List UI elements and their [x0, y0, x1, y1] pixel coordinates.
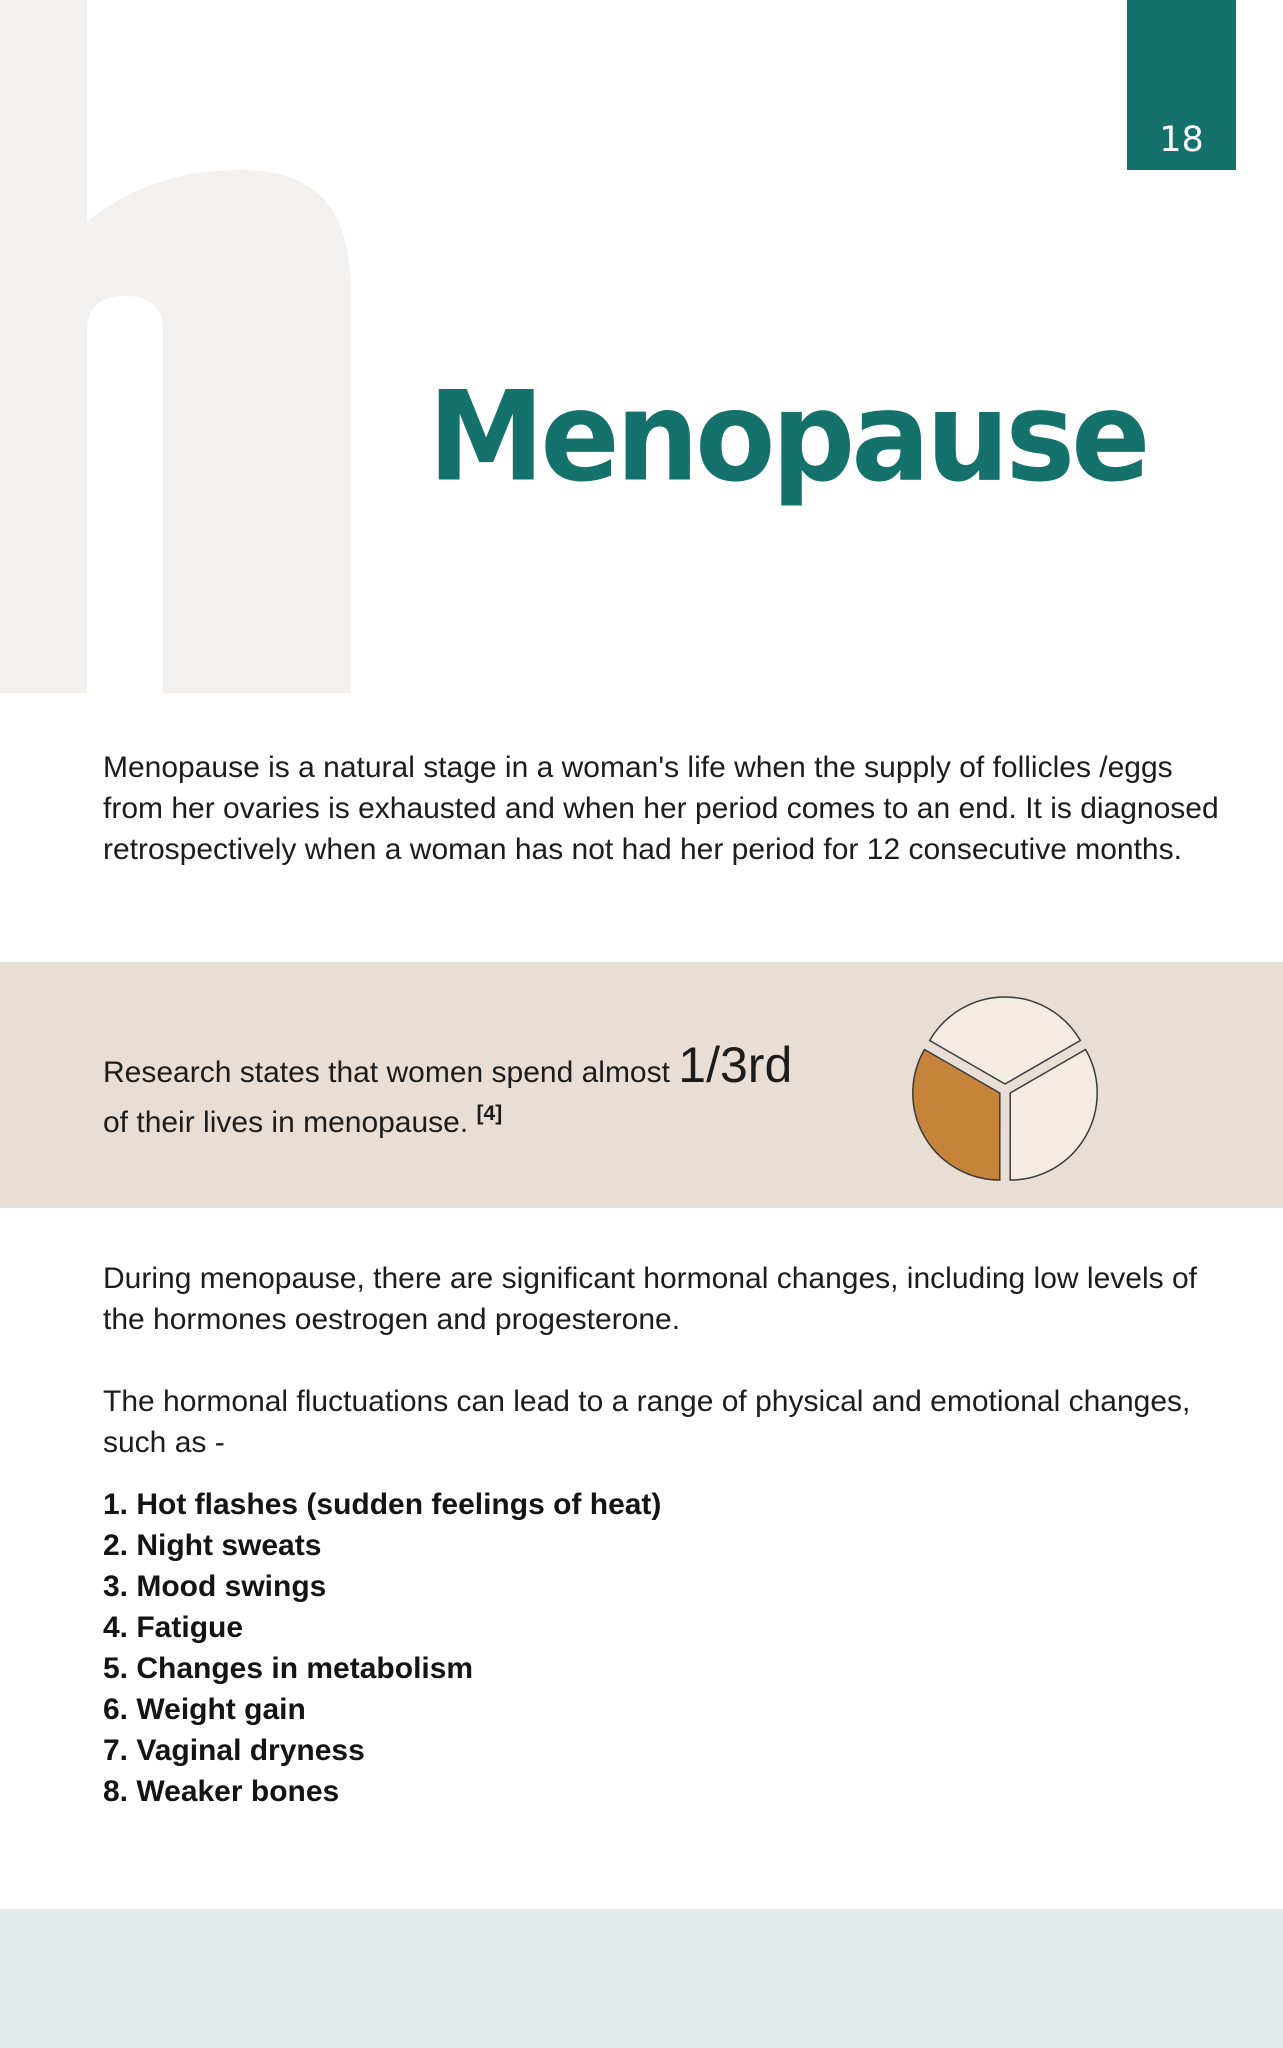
- change-item: 5. Changes in metabolism: [103, 1652, 474, 1685]
- change-item: 6. Weight gain: [103, 1693, 306, 1726]
- page-number: 18: [1159, 120, 1204, 160]
- decorative-letter-h: [0, 0, 360, 700]
- citation-marker: [4]: [476, 1102, 503, 1125]
- research-statement: [103, 1037, 903, 1143]
- research-highlight: 1/3rd: [678, 1037, 793, 1093]
- change-item: 3. Mood swings: [103, 1570, 327, 1603]
- footer-band: [0, 1909, 1283, 2048]
- change-item: 8. Weaker bones: [103, 1775, 340, 1808]
- intro-paragraph: Menopause is a natural stage in a woman's life when the supply of follicles /eggs from her ovaries is exhausted and when her period comes to an end. It is diagnosed retrospectively when a woman has not had her period for 12 consecutive months.: [103, 751, 1219, 866]
- change-item: 2. Night sweats: [103, 1529, 322, 1562]
- fluctuations-paragraph: The hormonal fluctuations can lead to a range of physical and emotional changes, such as -: [103, 1385, 1191, 1459]
- page-number-badge: [1127, 0, 1236, 170]
- page-title: Menopause: [428, 364, 1147, 510]
- changes-list: [103, 1484, 661, 1812]
- hormones-paragraph: During menopause, there are significant hormonal changes, including low levels of the hormones oestrogen and progesterone.: [103, 1262, 1197, 1336]
- research-suffix: of their lives in menopause.: [103, 1106, 469, 1139]
- change-item: 1. Hot flashes (sudden feelings of heat): [103, 1488, 662, 1521]
- change-item: 7. Vaginal dryness: [103, 1734, 365, 1767]
- research-prefix: Research states that women spend almost: [103, 1056, 670, 1089]
- change-item: 4. Fatigue: [103, 1611, 244, 1644]
- one-third-pie-graphic: [900, 990, 1110, 1190]
